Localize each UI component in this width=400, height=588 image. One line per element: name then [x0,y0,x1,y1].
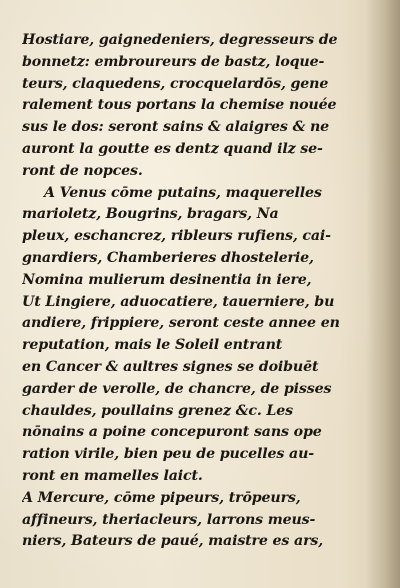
paragraph [22,488,352,553]
text-line: bonnetz: embroureurs de bastz, loque- [22,53,325,70]
text-block [22,30,352,553]
text-line: en Cancer & aultres signes se doibuēt [22,358,319,375]
paragraph [22,30,352,183]
paragraph [22,183,352,488]
text-line: garder de verolle, de chancre, de pisses [22,380,332,397]
text-line: Hostiare, gaignedeniers, degresseurs de [22,32,338,48]
page-gutter-shadow [366,0,400,588]
text-line: A Mercure, cōme pipeurs, trōpeurs, [22,489,301,506]
text-line: gnardiers, Chamberieres dhostelerie, [22,249,314,266]
text-line: marioletz, Bougrins, bragars, Na [22,206,279,223]
text-line: affineurs, theriacleurs, larrons meus- [22,511,316,528]
text-line: Nomina mulierum desinentia in iere, [22,271,312,288]
text-line: niers, Bateurs de paué, maistre es ars, [22,533,324,550]
text-line: andiere, frippiere, seront ceste annee en [22,315,340,332]
text-line: A Venus cōme putains, maquerelles [44,184,322,201]
text-line: teurs, claquedens, crocquelardōs, gene [22,75,329,92]
text-line: ration virile, bien peu de pucelles au- [22,446,314,463]
text-line: sus le dos: seront sains & alaigres & ne [22,119,330,136]
text-line: ralement tous portans la chemise nouée [22,97,337,114]
text-line: auront la goutte es dentz quand ilz se- [22,140,323,157]
text-line: reputation, mais le Soleil entrant [22,337,283,354]
text-line: chauldes, poullains grenez &c. Les [22,402,293,419]
text-line: ront de nopces. [22,162,143,179]
text-line: pleux, eschancrez, ribleurs rufiens, cai- [22,228,331,245]
text-line: nōnains a poine concepuront sans ope [22,424,322,441]
text-line: Ut Lingiere, aduocatiere, tauerniere, bu [22,293,335,310]
text-line: ront en mamelles laict. [22,467,203,484]
